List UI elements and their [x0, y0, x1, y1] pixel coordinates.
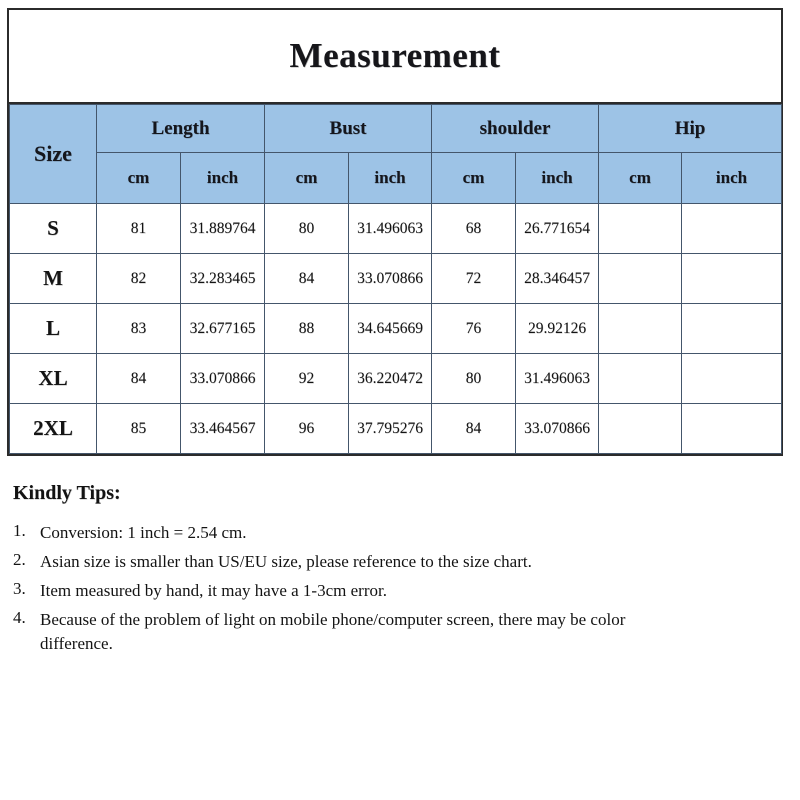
- cell-length-cm: 84: [97, 354, 181, 404]
- cell-shoulder-cm: 76: [432, 304, 516, 354]
- cell-shoulder-inch: 31.496063: [516, 354, 599, 404]
- table-body: [10, 204, 782, 454]
- cell-bust-cm: 96: [265, 404, 349, 454]
- list-item: [13, 550, 773, 574]
- cell-size: 2XL: [10, 404, 97, 454]
- cell-shoulder-inch: 26.771654: [516, 204, 599, 254]
- cell-shoulder-cm: 84: [432, 404, 516, 454]
- cell-length-cm: 82: [97, 254, 181, 304]
- table-row: [10, 304, 782, 354]
- cell-size: XL: [10, 354, 97, 404]
- cell-length-inch: 33.464567: [181, 404, 265, 454]
- cell-hip-cm: [599, 204, 682, 254]
- header-size: Size: [10, 105, 97, 204]
- cell-length-cm: 81: [97, 204, 181, 254]
- list-item: [13, 521, 773, 545]
- cell-hip-inch: [682, 354, 782, 404]
- cell-bust-inch: 36.220472: [349, 354, 432, 404]
- size-chart-table: [9, 104, 782, 454]
- cell-shoulder-inch: 29.92126: [516, 304, 599, 354]
- measurement-chart: [7, 8, 783, 456]
- table-row: [10, 254, 782, 304]
- cell-hip-inch: [682, 254, 782, 304]
- cell-shoulder-cm: 68: [432, 204, 516, 254]
- tip-number: 4.: [13, 608, 26, 627]
- chart-title-band: [9, 10, 781, 104]
- tip-number: 1.: [13, 521, 26, 540]
- cell-hip-cm: [599, 304, 682, 354]
- cell-hip-cm: [599, 404, 682, 454]
- header-unit-hip-inch: inch: [682, 153, 782, 204]
- header-unit-bust-cm: cm: [265, 153, 349, 204]
- header-group-bust: Bust: [265, 105, 432, 153]
- tip-text: Because of the problem of light on mobile phone/computer screen, there may be color difference.: [40, 610, 626, 653]
- cell-hip-inch: [682, 404, 782, 454]
- cell-length-inch: 32.283465: [181, 254, 265, 304]
- tips-list: [13, 521, 773, 656]
- header-unit-length-cm: cm: [97, 153, 181, 204]
- header-group-row: [10, 105, 782, 153]
- tip-number: 3.: [13, 579, 26, 598]
- cell-bust-inch: 37.795276: [349, 404, 432, 454]
- header-group-length: Length: [97, 105, 265, 153]
- cell-length-inch: 31.889764: [181, 204, 265, 254]
- list-item: [13, 579, 773, 603]
- header-unit-shoulder-inch: inch: [516, 153, 599, 204]
- cell-size: S: [10, 204, 97, 254]
- tip-text: Asian size is smaller than US/EU size, please reference to the size chart.: [40, 552, 532, 571]
- cell-hip-cm: [599, 354, 682, 404]
- header-unit-shoulder-cm: cm: [432, 153, 516, 204]
- cell-length-cm-selected[interactable]: 85: [97, 404, 181, 454]
- header-unit-row: [10, 153, 782, 204]
- tip-text: Item measured by hand, it may have a 1-3cm error.: [40, 581, 387, 600]
- list-item: [13, 608, 773, 656]
- table-row: [10, 354, 782, 404]
- cell-shoulder-inch: 28.346457: [516, 254, 599, 304]
- cell-bust-cm: 92: [265, 354, 349, 404]
- cell-size: M: [10, 254, 97, 304]
- table-header: [10, 105, 782, 204]
- header-unit-bust-inch: inch: [349, 153, 432, 204]
- cell-bust-cm: 80: [265, 204, 349, 254]
- cell-hip-inch: [682, 204, 782, 254]
- header-group-hip: Hip: [599, 105, 782, 153]
- cell-hip-cm: [599, 254, 682, 304]
- cell-bust-inch: 33.070866: [349, 254, 432, 304]
- cell-shoulder-inch: 33.070866: [516, 404, 599, 454]
- cell-length-cm: 83: [97, 304, 181, 354]
- cell-bust-cm: 84: [265, 254, 349, 304]
- tip-number: 2.: [13, 550, 26, 569]
- cell-length-inch: 33.070866: [181, 354, 265, 404]
- cell-bust-inch: 34.645669: [349, 304, 432, 354]
- tip-text: Conversion: 1 inch = 2.54 cm.: [40, 523, 247, 542]
- table-row: [10, 404, 782, 454]
- tips-heading: Kindly Tips:: [13, 482, 121, 504]
- cell-bust-inch: 31.496063: [349, 204, 432, 254]
- table-row: [10, 204, 782, 254]
- cell-size: L: [10, 304, 97, 354]
- cell-shoulder-cm: 72: [432, 254, 516, 304]
- page-title: Measurement: [289, 36, 501, 75]
- header-group-shoulder: shoulder: [432, 105, 599, 153]
- header-unit-length-inch: inch: [181, 153, 265, 204]
- cell-hip-inch: [682, 304, 782, 354]
- header-unit-hip-cm: cm: [599, 153, 682, 204]
- kindly-tips-section: [13, 482, 773, 661]
- cell-bust-cm: 88: [265, 304, 349, 354]
- cell-shoulder-cm: 80: [432, 354, 516, 404]
- cell-length-inch: 32.677165: [181, 304, 265, 354]
